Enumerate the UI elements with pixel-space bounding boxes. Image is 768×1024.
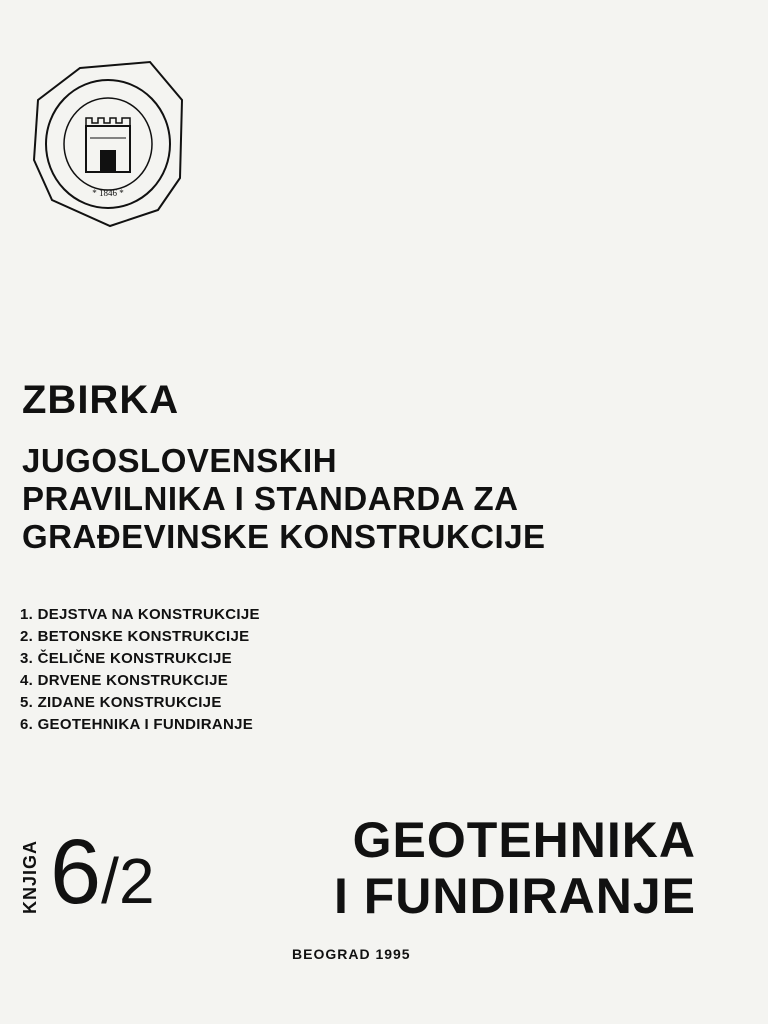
book-number: [50, 821, 155, 923]
book-number-main: 6: [50, 821, 102, 923]
collection-title: ZBIRKA: [22, 378, 180, 422]
subtitle-line: GRAĐEVINSKE KONSTRUKCIJE: [22, 518, 546, 555]
volume-item: 5. ZIDANE KONSTRUKCIJE: [20, 694, 222, 711]
volume-item: 2. BETONSKE KONSTRUKCIJE: [20, 628, 250, 645]
svg-text:* 1846 *: * 1846 *: [92, 188, 124, 198]
volume-item: 6. GEOTEHNIKA I FUNDIRANJE: [20, 716, 254, 733]
book-title-line: I FUNDIRANJE: [333, 868, 696, 924]
book-title-line: GEOTEHNIKA: [352, 812, 696, 868]
collection-subtitle: [22, 442, 546, 556]
castle-icon: [86, 118, 130, 172]
volume-item: 4. DRVENE KONSTRUKCIJE: [20, 672, 229, 689]
volume-list: [20, 604, 260, 736]
book-label: KNJIGA: [20, 839, 40, 914]
imprint: BEOGRAD 1995: [292, 946, 411, 962]
book-number-sub: /2: [101, 845, 155, 917]
university-seal-logo: [30, 60, 186, 230]
volume-item: 3. ČELIČNE KONSTRUKCIJE: [20, 650, 232, 667]
subtitle-line: PRAVILNIKA I STANDARDA ZA: [22, 480, 519, 517]
volume-item: 1. DEJSTVA NA KONSTRUKCIJE: [20, 606, 260, 623]
subtitle-line: JUGOSLOVENSKIH: [22, 442, 338, 479]
book-title: [334, 812, 696, 924]
